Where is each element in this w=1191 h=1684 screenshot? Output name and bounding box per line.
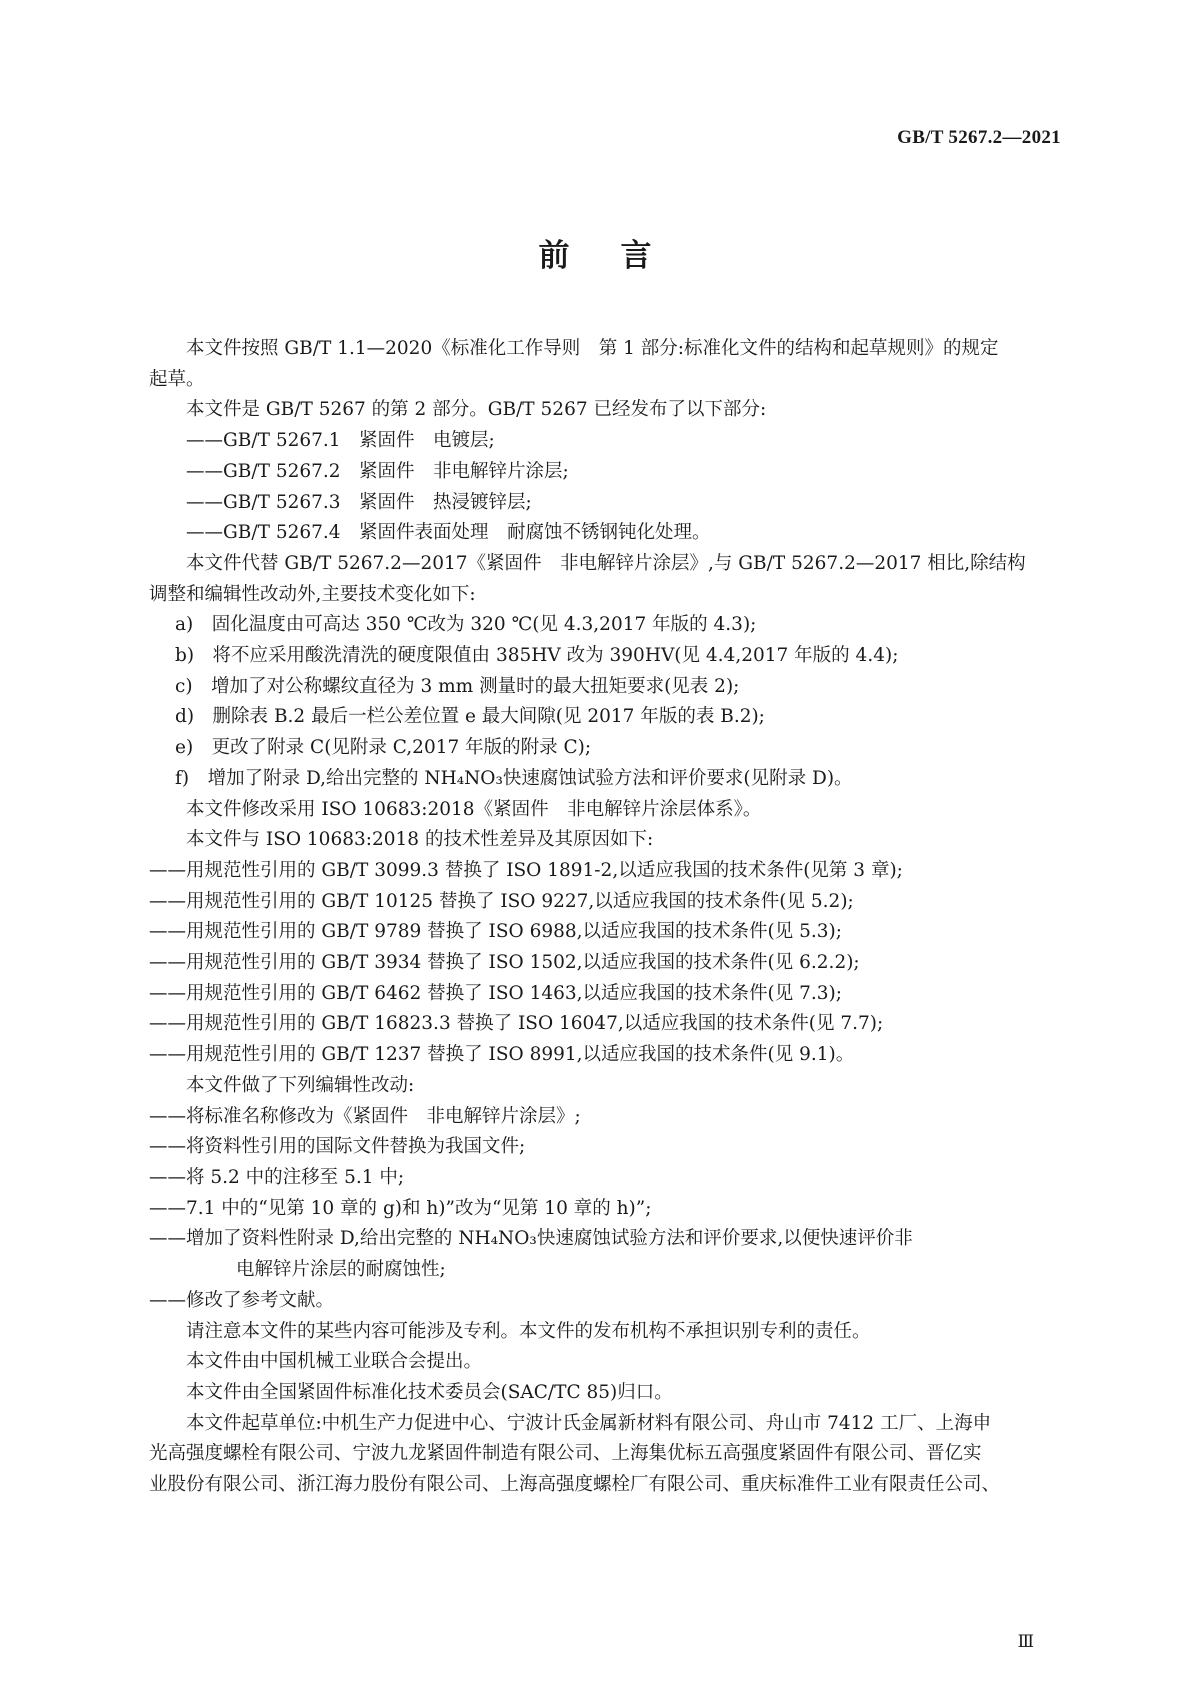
text-line: 调整和编辑性改动外,主要技术变化如下: — [149, 583, 476, 605]
text-line: ——GB/T 5267.4 紧固件表面处理 耐腐蚀不锈钢钝化处理。 — [186, 522, 711, 544]
text-line: ——修改了参考文献。 — [149, 1289, 335, 1311]
text-line: 本文件由中国机械工业联合会提出。 — [186, 1351, 483, 1373]
text-line: ——将资料性引用的国际文件替换为我国文件; — [149, 1136, 526, 1158]
text-line: 起草。 — [149, 368, 205, 390]
text-line: f) 增加了附录 D,给出完整的 NH₄NO₃快速腐蚀试验方法和评价要求(见附录 D)。 — [175, 767, 853, 789]
text-line: ——用规范性引用的 GB/T 9789 替换了 ISO 6988,以适应我国的技术条件(见 5.3); — [149, 921, 843, 943]
text-line: c) 增加了对公称螺纹直径为 3 mm 测量时的最大扭矩要求(见表 2); — [175, 675, 740, 697]
text-line: 光高强度螺栓有限公司、宁波九龙紧固件制造有限公司、上海集优标五高强度紧固件有限公司、晋亿实 — [149, 1443, 982, 1465]
text-line: 本文件与 ISO 10683:2018 的技术性差异及其原因如下: — [186, 829, 654, 851]
text-line: ——GB/T 5267.2 紧固件 非电解锌片涂层; — [186, 460, 569, 482]
page-number: Ⅲ — [1017, 1632, 1034, 1652]
text-line: 本文件起草单位:中机生产力促进中心、宁波计氏金属新材料有限公司、舟山市 7412 工厂、上海申 — [186, 1412, 992, 1434]
text-line: ——GB/T 5267.1 紧固件 电镀层; — [186, 430, 495, 452]
text-line: 业股份有限公司、浙江海力股份有限公司、上海高强度螺栓厂有限公司、重庆标准件工业有限责任公司、 — [149, 1474, 1001, 1496]
text-line: 本文件代替 GB/T 5267.2—2017《紧固件 非电解锌片涂层》,与 GB/T 5267.2—2017 相比,除结构 — [186, 552, 1026, 574]
text-line: ——用规范性引用的 GB/T 3099.3 替换了 ISO 1891-2,以适应我国的技术条件(见第 3 章); — [149, 859, 903, 881]
foreword-body — [149, 334, 1061, 1501]
text-line: 电解锌片涂层的耐腐蚀性; — [236, 1259, 446, 1281]
title-char-2: 言 — [620, 238, 653, 274]
text-line: b) 将不应采用酸洗清洗的硬度限值由 385HV 改为 390HV(见 4.4,2017 年版的 4.4); — [175, 645, 899, 667]
text-line: 本文件是 GB/T 5267 的第 2 部分。GB/T 5267 已经发布了以下部分: — [186, 399, 767, 421]
text-line: 本文件由全国紧固件标准化技术委员会(SAC/TC 85)归口。 — [186, 1381, 673, 1403]
page-title — [0, 230, 1191, 275]
title-char-1: 前 — [538, 238, 571, 274]
text-line: ——用规范性引用的 GB/T 1237 替换了 ISO 8991,以适应我国的技术条件(见 9.1)。 — [149, 1044, 855, 1066]
standard-code: GB/T 5267.2—2021 — [897, 127, 1061, 148]
text-line: d) 删除表 B.2 最后一栏公差位置 e 最大间隙(见 2017 年版的表 B.2); — [175, 706, 765, 728]
text-line: ——GB/T 5267.3 紧固件 热浸镀锌层; — [186, 491, 532, 513]
text-line: ——用规范性引用的 GB/T 10125 替换了 ISO 9227,以适应我国的技术条件(见 5.2); — [149, 890, 854, 912]
text-line: ——7.1 中的“见第 10 章的 g)和 h)”改为“见第 10 章的 h)”; — [149, 1197, 652, 1219]
text-line: 本文件按照 GB/T 1.1—2020《标准化工作导则 第 1 部分:标准化文件的结构和起草规则》的规定 — [186, 338, 999, 359]
text-line: ——用规范性引用的 GB/T 3934 替换了 ISO 1502,以适应我国的技术条件(见 6.2.2); — [149, 952, 860, 974]
text-line: a) 固化温度由可高达 350 ℃改为 320 ℃(见 4.3,2017 年版的 4.3); — [175, 614, 757, 636]
text-line: ——将标准名称修改为《紧固件 非电解锌片涂层》; — [149, 1105, 581, 1127]
text-line: ——将 5.2 中的注移至 5.1 中; — [149, 1166, 405, 1188]
text-line: ——增加了资料性附录 D,给出完整的 NH₄NO₃快速腐蚀试验方法和评价要求,以便快速评价非 — [149, 1228, 913, 1250]
text-line: 本文件做了下列编辑性改动: — [186, 1074, 415, 1096]
text-line: 请注意本文件的某些内容可能涉及专利。本文件的发布机构不承担识别专利的责任。 — [186, 1320, 871, 1342]
text-line: ——用规范性引用的 GB/T 6462 替换了 ISO 1463,以适应我国的技术条件(见 7.3); — [149, 982, 843, 1004]
text-line: ——用规范性引用的 GB/T 16823.3 替换了 ISO 16047,以适应我国的技术条件(见 7.7); — [149, 1013, 884, 1035]
text-line: e) 更改了附录 C(见附录 C,2017 年版的附录 C); — [175, 737, 592, 759]
text-line: 本文件修改采用 ISO 10683:2018《紧固件 非电解锌片涂层体系》。 — [186, 798, 762, 820]
